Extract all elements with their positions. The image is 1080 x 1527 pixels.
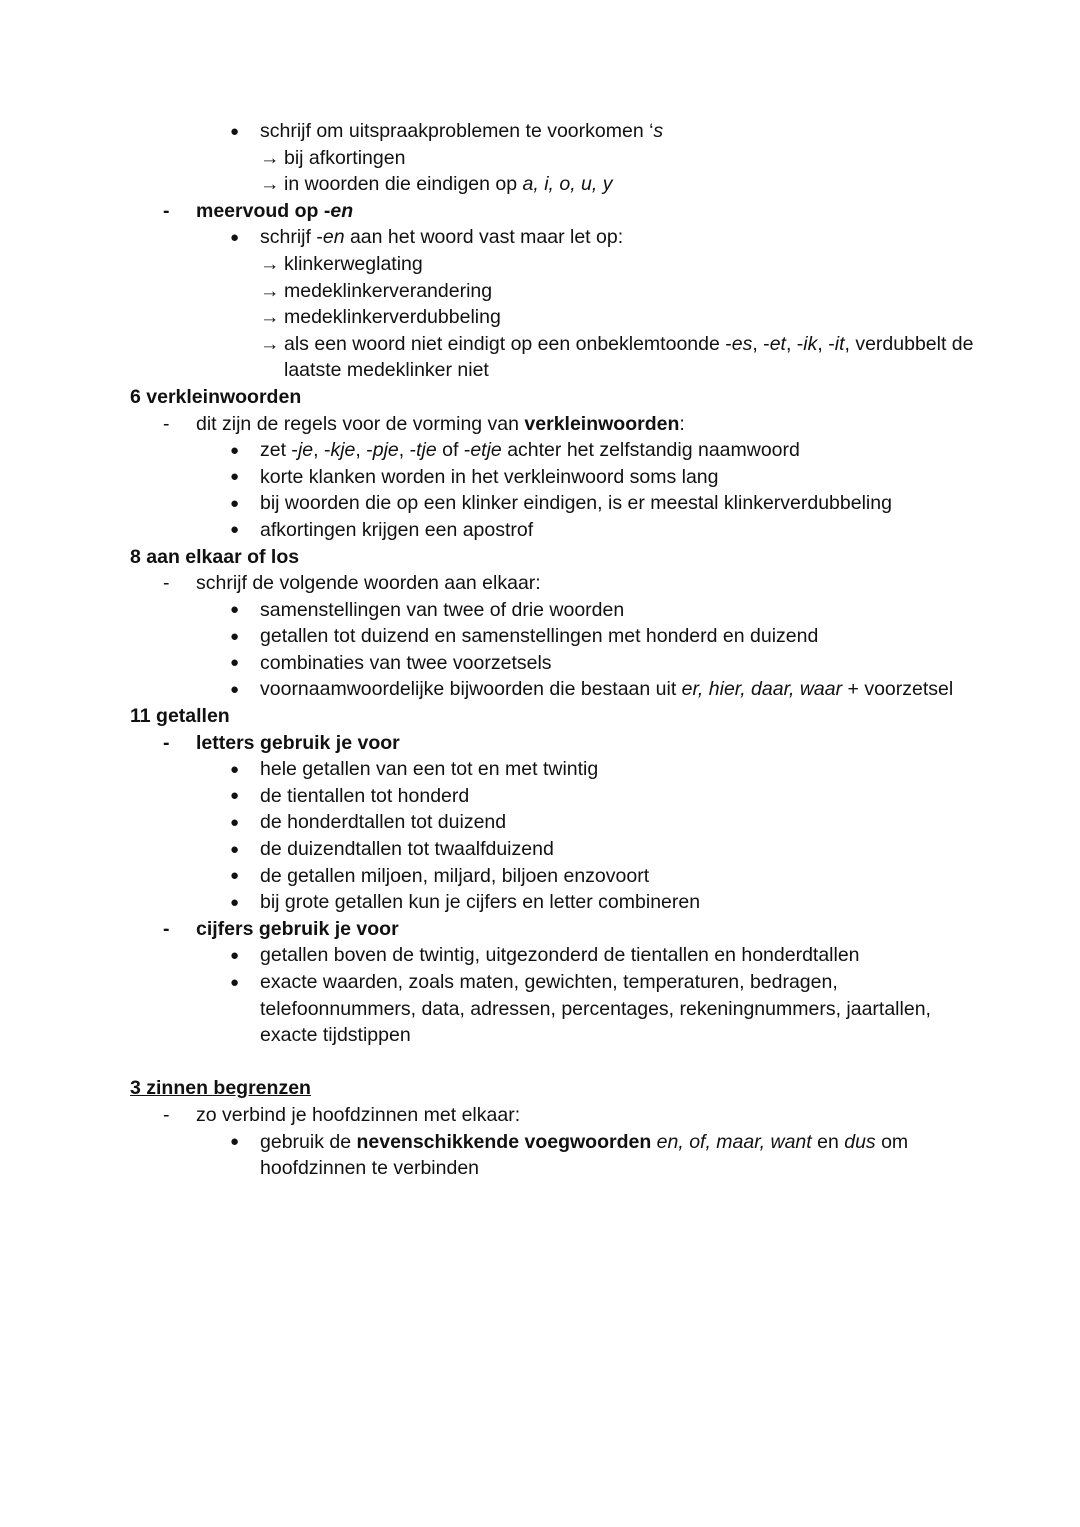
text-run: :: [679, 412, 685, 435]
bullet-list-item-text: [260, 944, 860, 966]
text-run: als een woord niet eindigt op een onbeklemtoonde -: [284, 332, 732, 355]
bullet-list-item: [130, 676, 980, 703]
bullet-marker-icon: ●: [230, 441, 240, 459]
bullet-list-item: [130, 969, 980, 1049]
text-run: schrijf om uitspraakproblemen te voorkomen ‘: [260, 120, 654, 142]
text-run: verkleinwoorden: [524, 412, 680, 435]
text-run: tje: [416, 439, 437, 462]
document-body: [130, 118, 980, 1182]
bullet-marker-icon: ●: [230, 867, 240, 885]
bullet-list-item: [130, 437, 980, 464]
text-run: combinaties van twee voorzetsels: [260, 651, 552, 674]
arrow-list-item-text: [260, 251, 980, 278]
text-run: schrijf -: [260, 226, 323, 249]
dash-marker-icon: -: [163, 412, 170, 435]
dash-marker-icon: -: [163, 917, 170, 940]
arrow-list-item-text: [260, 331, 980, 384]
bullet-marker-icon: ●: [230, 654, 240, 672]
text-run: kje: [330, 439, 356, 462]
bullet-marker-icon: ●: [230, 494, 240, 512]
bullet-list-item-text: [260, 599, 624, 621]
section-heading-text: [130, 705, 230, 727]
bullet-list-item-text: [260, 758, 598, 780]
bullet-list-item: [130, 464, 980, 491]
text-run: de tientallen tot honderd: [260, 784, 470, 807]
text-run: meervoud op: [196, 199, 324, 222]
text-run: bij afkortingen: [284, 146, 406, 169]
bullet-marker-icon: ●: [230, 973, 240, 991]
bullet-list-item: [130, 623, 980, 650]
text-run: , -: [785, 332, 804, 355]
text-run: er, hier, daar, waar: [681, 678, 843, 701]
bullet-list-item-text: [260, 466, 719, 488]
text-run: de honderdtallen tot duizend: [260, 811, 507, 834]
arrow-right-icon: →: [260, 332, 280, 355]
arrow-list-item: [130, 145, 980, 172]
text-run: it: [834, 332, 845, 355]
bullet-list-item-text: [260, 1131, 908, 1180]
text-run: bij woorden die op een klinker eindigen, is er meestal klinkerverdubbeling: [260, 492, 892, 515]
text-run: of -: [436, 439, 471, 462]
bullet-list-item-text: [260, 678, 953, 700]
bullet-list-item: [130, 942, 980, 969]
bullet-list-item-text: [260, 652, 552, 674]
bullet-list-item: [130, 650, 980, 677]
bullet-list-item-text: [260, 519, 533, 541]
bullet-marker-icon: ●: [230, 813, 240, 831]
bullet-marker-icon: ●: [230, 840, 240, 858]
dash-marker-icon: -: [163, 1103, 170, 1126]
text-run: et: [769, 332, 786, 355]
section-heading-text: [130, 386, 301, 408]
dash-list-item: [130, 730, 980, 757]
text-run: cijfers gebruik je voor: [196, 917, 399, 940]
bullet-marker-icon: ●: [230, 521, 240, 539]
text-run: getallen tot duizend en samenstellingen met honderd en duizend: [260, 625, 819, 648]
bullet-list-item: [130, 224, 980, 251]
text-run: dit zijn de regels voor de vorming van: [196, 412, 525, 435]
bullet-marker-icon: ●: [230, 893, 240, 911]
bullet-marker-icon: ●: [230, 468, 240, 486]
text-run: de getallen miljoen, miljard, biljoen enzovoort: [260, 864, 650, 887]
text-run: en: [811, 1130, 845, 1153]
text-run: 8 aan elkaar of los: [130, 545, 300, 568]
text-run: en, of, maar, want: [656, 1130, 812, 1153]
text-run: , -: [817, 332, 835, 355]
section-heading: [130, 703, 980, 730]
text-run: klinkerweglating: [284, 252, 423, 275]
text-run: + voorzetsel: [842, 678, 954, 701]
bullet-list-item-text: [260, 811, 506, 833]
dash-marker-icon: -: [163, 572, 170, 595]
section-heading-text: [130, 546, 299, 568]
dash-list-item: [130, 1102, 980, 1129]
dash-list-item-text: [196, 572, 541, 594]
text-run: a, i, o, u, y: [522, 173, 613, 196]
section-heading-text: [130, 1075, 311, 1102]
arrow-list-item: [130, 278, 980, 305]
text-run: , -: [398, 439, 417, 462]
text-run: , -: [752, 332, 770, 355]
bullet-list-item: [130, 1129, 980, 1182]
text-run: -: [323, 199, 331, 222]
bullet-marker-icon: ●: [230, 627, 240, 645]
dash-list-item: [130, 916, 980, 943]
dash-list-item: [130, 198, 980, 225]
arrow-right-icon: →: [260, 173, 280, 196]
bullet-marker-icon: ●: [230, 1133, 240, 1151]
arrow-list-item-text: [260, 171, 980, 198]
arrow-right-icon: →: [260, 279, 280, 302]
bullet-list-item-text: [260, 785, 469, 807]
dash-list-item-text: [196, 732, 400, 754]
text-run: , verdubbelt de laatste medeklinker niet: [284, 332, 974, 382]
text-run: voornaamwoordelijke bijwoorden die bestaan uit: [260, 678, 682, 701]
bullet-list-item-text: [260, 971, 931, 1046]
text-run: zo verbind je hoofdzinnen met elkaar:: [196, 1103, 521, 1126]
bullet-list-item-text: [260, 439, 800, 461]
dash-list-item-text: [196, 200, 353, 222]
bullet-list-item-text: [260, 226, 623, 248]
dash-marker-icon: -: [163, 731, 170, 754]
text-run: schrijf de volgende woorden aan elkaar:: [196, 572, 541, 595]
dash-list-item-text: [196, 413, 685, 435]
bullet-list-item-text: [260, 838, 554, 860]
text-run: exacte waarden, zoals maten, gewichten, temperaturen, bedragen, telefoonnummers, data, adressen, percentages, rekeningnummers, jaartallen, exacte tijdstippen: [260, 971, 931, 1047]
bullet-list-item-text: [260, 120, 663, 142]
text-run: 6 verkleinwoorden: [130, 385, 302, 408]
text-run: in woorden die eindigen op: [284, 173, 523, 196]
arrow-right-icon: →: [260, 252, 280, 275]
text-run: om hoofdzinnen te verbinden: [260, 1130, 909, 1180]
arrow-list-item: [130, 331, 980, 384]
text-run: nevenschikkende voegwoorden: [356, 1130, 652, 1153]
bullet-marker-icon: ●: [230, 946, 240, 964]
section-heading: [130, 384, 980, 411]
text-run: , -: [313, 439, 331, 462]
text-run: zet -: [260, 439, 298, 462]
arrow-list-item: [130, 251, 980, 278]
bullet-list-item: [130, 889, 980, 916]
dash-marker-icon: -: [163, 199, 170, 222]
bullet-list-item-text: [260, 492, 892, 514]
text-run: etje: [470, 439, 502, 462]
text-run: es: [731, 332, 753, 355]
text-run: , -: [355, 439, 373, 462]
arrow-list-item: [130, 304, 980, 331]
dash-list-item: [130, 411, 980, 438]
text-run: 11 getallen: [130, 705, 230, 728]
text-run: samenstellingen van twee of drie woorden: [260, 598, 625, 621]
bullet-list-item: [130, 783, 980, 810]
text-run: gebruik de: [260, 1130, 357, 1153]
arrow-list-item: [130, 171, 980, 198]
bullet-marker-icon: ●: [230, 122, 240, 140]
bullet-marker-icon: ●: [230, 601, 240, 619]
text-run: ik: [803, 332, 818, 355]
bullet-list-item: [130, 756, 980, 783]
text-run: je: [297, 439, 314, 462]
bullet-list-item-text: [260, 891, 700, 913]
bullet-list-item: [130, 836, 980, 863]
arrow-list-item-text: [260, 145, 980, 172]
arrow-right-icon: →: [260, 146, 280, 169]
bullet-list-item: [130, 517, 980, 544]
arrow-list-item-text: [260, 304, 980, 331]
text-run: s: [653, 120, 664, 142]
arrow-list-item-text: [260, 278, 980, 305]
text-run: hele getallen van een tot en met twintig: [260, 758, 599, 781]
text-run: en: [330, 199, 354, 222]
arrow-right-icon: →: [260, 306, 280, 329]
bullet-list-item-text: [260, 865, 649, 887]
text-run: getallen boven de twintig, uitgezonderd de tientallen en honderdtallen: [260, 944, 860, 967]
section-heading: [130, 544, 980, 571]
text-run: en: [322, 226, 345, 249]
bullet-marker-icon: ●: [230, 228, 240, 246]
bullet-list-item: [130, 597, 980, 624]
text-run: achter het zelfstandig naamwoord: [501, 439, 800, 462]
text-run: afkortingen krijgen een apostrof: [260, 518, 534, 541]
bullet-list-item: [130, 490, 980, 517]
text-run: de duizendtallen tot twaalfduizend: [260, 838, 554, 861]
dash-list-item-text: [196, 1104, 520, 1126]
dash-list-item-text: [196, 918, 399, 940]
bullet-list-item-text: [260, 625, 818, 647]
text-run: letters gebruik je voor: [196, 731, 400, 754]
text-run: medeklinkerverandering: [284, 279, 493, 302]
bullet-list-item: [130, 809, 980, 836]
dash-list-item: [130, 570, 980, 597]
text-run: pje: [372, 439, 399, 462]
text-run: medeklinkerverdubbeling: [284, 306, 501, 329]
blank-line: [130, 1049, 980, 1076]
text-run: 3 zinnen begrenzen: [130, 1077, 311, 1100]
bullet-marker-icon: ●: [230, 680, 240, 698]
bullet-list-item: [130, 118, 980, 145]
bullet-list-item: [130, 863, 980, 890]
text-run: korte klanken worden in het verkleinwoord soms lang: [260, 465, 719, 488]
text-run: aan het woord vast maar let op:: [344, 226, 624, 249]
text-run: dus: [844, 1130, 876, 1153]
section-heading: [130, 1075, 980, 1102]
bullet-marker-icon: ●: [230, 760, 240, 778]
bullet-marker-icon: ●: [230, 787, 240, 805]
text-run: bij grote getallen kun je cijfers en letter combineren: [260, 891, 701, 914]
